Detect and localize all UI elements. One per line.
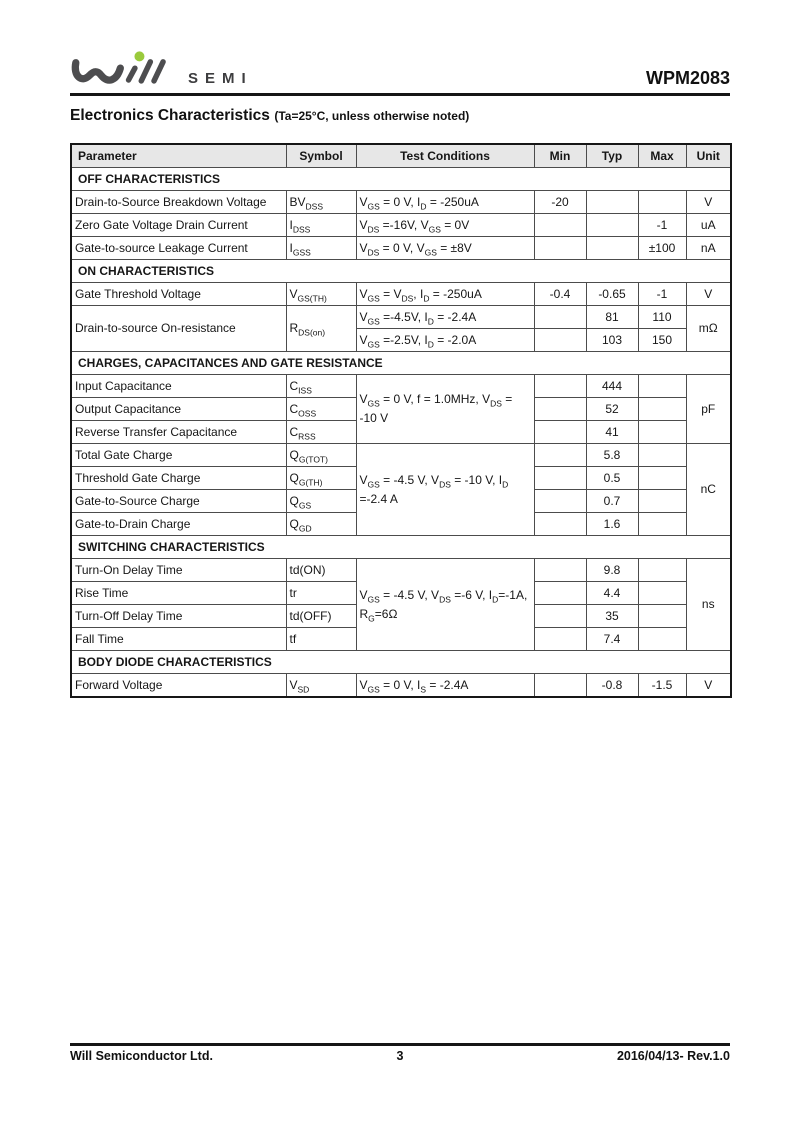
table-cell: td(OFF)	[286, 605, 356, 628]
table-cell: $V_{GS} = 0$ V, f = 1.0MHz, $V_{DS} = -10$ V	[356, 375, 534, 444]
table-cell: 4.4	[586, 582, 638, 605]
table-cell	[534, 490, 586, 513]
section-row	[71, 168, 731, 191]
footer-page-number: 3	[396, 1049, 404, 1063]
table-cell: $V_{GS} = 0$ V, $I_D = -250uA$	[356, 191, 534, 214]
table-cell	[638, 421, 686, 444]
table-cell: Drain-to-source On-resistance	[71, 306, 286, 352]
table-cell: $Q_{GD}$	[286, 513, 356, 536]
table-cell: $C_{OSS}$	[286, 398, 356, 421]
column-header: Typ	[586, 144, 638, 168]
table-cell: 150	[638, 329, 686, 352]
table-cell: Turn-Off Delay Time	[71, 605, 286, 628]
section-header: BODY DIODE CHARACTERISTICS	[71, 651, 731, 674]
table-cell: $R_{DS(on)}$	[286, 306, 356, 352]
table-cell: pF	[686, 375, 731, 444]
table-cell: Gate-to-Source Charge	[71, 490, 286, 513]
table-cell: uA	[686, 214, 731, 237]
table-cell: 7.4	[586, 628, 638, 651]
table-cell: Gate Threshold Voltage	[71, 283, 286, 306]
table-cell	[534, 237, 586, 260]
table-cell	[534, 444, 586, 467]
column-header: Min	[534, 144, 586, 168]
table-cell: $Q_{GS}$	[286, 490, 356, 513]
table-cell: 35	[586, 605, 638, 628]
table-cell: $I_{GSS}$	[286, 237, 356, 260]
table-cell: $V_{DS} =-16V$, $V_{GS} = 0V$	[356, 214, 534, 237]
table-row	[71, 674, 731, 698]
table-row	[71, 283, 731, 306]
table-cell	[534, 674, 586, 698]
column-header: Max	[638, 144, 686, 168]
part-number: WPM2083	[645, 68, 730, 88]
table-row	[71, 214, 731, 237]
table-cell: $Q_{G(TOT)}$	[286, 444, 356, 467]
table-cell	[534, 582, 586, 605]
table-cell	[638, 444, 686, 467]
table-cell: ±100	[638, 237, 686, 260]
table-cell: $I_{DSS}$	[286, 214, 356, 237]
table-cell	[534, 306, 586, 329]
title-main: Electronics Characteristics	[70, 107, 270, 124]
table-cell: $V_{GS} =-4.5V$, $I_D = -2.4A$	[356, 306, 534, 329]
table-cell: -0.4	[534, 283, 586, 306]
table-header-row	[71, 144, 731, 168]
table-cell	[638, 559, 686, 582]
table-cell: 41	[586, 421, 638, 444]
table-cell	[638, 467, 686, 490]
table-cell: Threshold Gate Charge	[71, 467, 286, 490]
table-cell: td(ON)	[286, 559, 356, 582]
table-cell	[638, 375, 686, 398]
table-cell: 103	[586, 329, 638, 352]
table-cell: Gate-to-source Leakage Current	[71, 237, 286, 260]
table-cell	[534, 421, 586, 444]
table-cell	[534, 605, 586, 628]
table-cell: 0.7	[586, 490, 638, 513]
table-cell: $V_{GS} = -4.5$ V, $V_{DS} =-6$ V, $I_D=-1A$, $R_G=6\Omega$	[356, 559, 534, 651]
page-title	[70, 106, 730, 126]
table-row	[71, 375, 731, 398]
table-cell	[534, 398, 586, 421]
table-cell	[534, 375, 586, 398]
table-cell	[638, 490, 686, 513]
table-cell: $V_{GS} =-2.5V$, $I_D = -2.0A$	[356, 329, 534, 352]
table-cell: Input Capacitance	[71, 375, 286, 398]
table-cell: $V_{GS} = V_{DS}$, $I_D = -250uA$	[356, 283, 534, 306]
table-cell: $V_{SD}$	[286, 674, 356, 698]
column-header: Unit	[686, 144, 731, 168]
table-cell: 1.6	[586, 513, 638, 536]
table-row	[71, 559, 731, 582]
table-cell: V	[686, 674, 731, 698]
table-cell: 110	[638, 306, 686, 329]
column-header: Parameter	[71, 144, 286, 168]
table-cell: ns	[686, 559, 731, 651]
table-cell: -1	[638, 214, 686, 237]
table-cell	[638, 628, 686, 651]
table-cell	[638, 513, 686, 536]
table-cell: $V_{DS} = 0$ V, $V_{GS} = \pm 8V$	[356, 237, 534, 260]
table-cell: Output Capacitance	[71, 398, 286, 421]
section-header: CHARGES, CAPACITANCES AND GATE RESISTANCE	[71, 352, 731, 375]
footer-company: Will Semiconductor Ltd.	[70, 1049, 213, 1063]
brand-text: SEMI	[188, 70, 253, 87]
company-logo	[70, 50, 253, 90]
table-cell: 52	[586, 398, 638, 421]
table-cell: 5.8	[586, 444, 638, 467]
table-cell	[638, 582, 686, 605]
table-cell: $V_{GS} = -4.5$ V, $V_{DS} = -10$ V, $I_D =-2.4$ A	[356, 444, 534, 536]
column-header: Symbol	[286, 144, 356, 168]
table-cell	[534, 329, 586, 352]
table-cell: 0.5	[586, 467, 638, 490]
column-header: Test Conditions	[356, 144, 534, 168]
table-cell	[638, 191, 686, 214]
document-header	[70, 46, 730, 96]
table-row	[71, 191, 731, 214]
table-cell: nA	[686, 237, 731, 260]
table-cell: V	[686, 191, 731, 214]
section-header: OFF CHARACTERISTICS	[71, 168, 731, 191]
table-cell	[638, 605, 686, 628]
table-cell	[534, 214, 586, 237]
table-cell: Zero Gate Voltage Drain Current	[71, 214, 286, 237]
characteristics-table	[70, 143, 732, 698]
table-cell	[638, 398, 686, 421]
section-row	[71, 260, 731, 283]
table-cell: -1.5	[638, 674, 686, 698]
table-cell: $BV_{DSS}$	[286, 191, 356, 214]
table-row	[71, 444, 731, 467]
table-cell	[586, 191, 638, 214]
table-cell: tr	[286, 582, 356, 605]
table-cell: Forward Voltage	[71, 674, 286, 698]
table-cell: Fall Time	[71, 628, 286, 651]
section-row	[71, 651, 731, 674]
table-cell: -0.8	[586, 674, 638, 698]
table-cell: $V_{GS} = 0$ V, $I_S = -2.4A$	[356, 674, 534, 698]
table-cell	[534, 467, 586, 490]
table-cell: -0.65	[586, 283, 638, 306]
table-cell: 81	[586, 306, 638, 329]
table-cell: $V_{GS(TH)}$	[286, 283, 356, 306]
page-content	[70, 46, 730, 698]
table-cell: $C_{RSS}$	[286, 421, 356, 444]
table-cell: Reverse Transfer Capacitance	[71, 421, 286, 444]
title-note: (Ta=25°C, unless otherwise noted)	[274, 109, 470, 123]
table-cell: Drain-to-Source Breakdown Voltage	[71, 191, 286, 214]
table-cell: Rise Time	[71, 582, 286, 605]
footer-revision: 2016/04/13- Rev.1.0	[616, 1049, 730, 1063]
table-cell	[534, 628, 586, 651]
table-cell: 9.8	[586, 559, 638, 582]
table-cell: nC	[686, 444, 731, 536]
section-header: ON CHARACTERISTICS	[71, 260, 731, 283]
table-row	[71, 237, 731, 260]
table-cell	[534, 513, 586, 536]
footer-row	[70, 1049, 730, 1063]
table-cell: -20	[534, 191, 586, 214]
table-row	[71, 306, 731, 329]
table-cell: $Q_{G(TH)}$	[286, 467, 356, 490]
table-cell: Total Gate Charge	[71, 444, 286, 467]
table-cell: V	[686, 283, 731, 306]
table-cell: Turn-On Delay Time	[71, 559, 286, 582]
table-cell	[534, 559, 586, 582]
table-cell	[586, 237, 638, 260]
table-cell: -1	[638, 283, 686, 306]
table-cell: $C_{ISS}$	[286, 375, 356, 398]
section-row	[71, 352, 731, 375]
table-cell	[586, 214, 638, 237]
document-footer	[70, 1043, 730, 1063]
section-row	[71, 536, 731, 559]
logo-green-dot	[134, 51, 144, 61]
section-header: SWITCHING CHARACTERISTICS	[71, 536, 731, 559]
table-cell: tf	[286, 628, 356, 651]
table-cell: mΩ	[686, 306, 731, 352]
table-cell: 444	[586, 375, 638, 398]
table-cell: Gate-to-Drain Charge	[71, 513, 286, 536]
will-logo-mark	[70, 50, 178, 90]
